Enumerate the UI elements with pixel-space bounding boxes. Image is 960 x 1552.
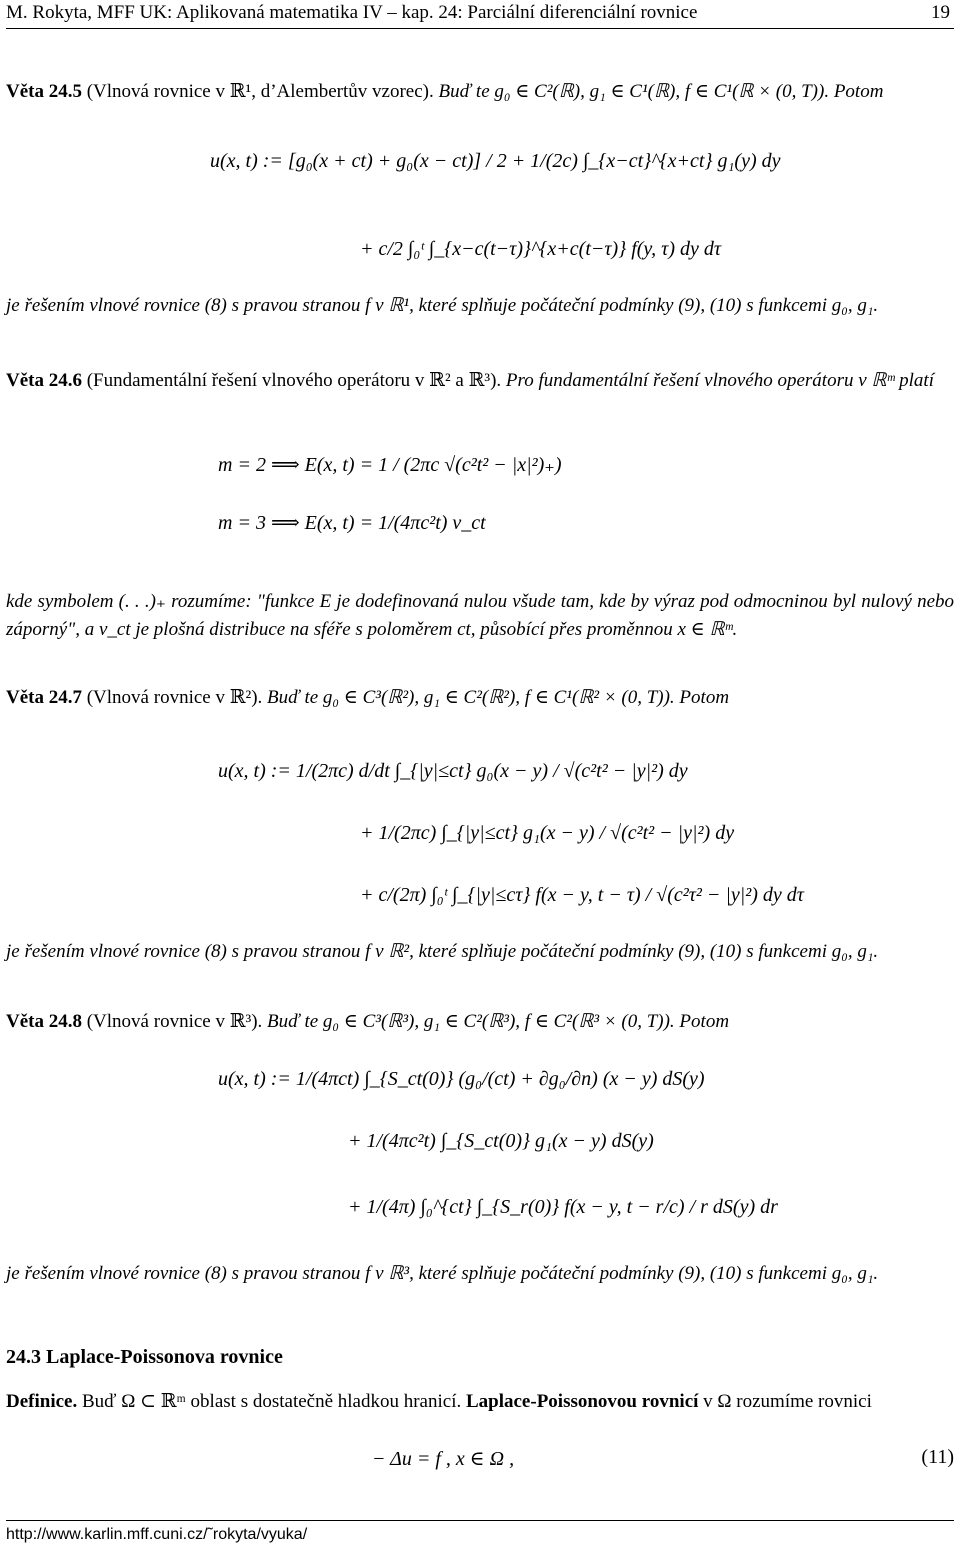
definition-statement xyxy=(6,1388,954,1416)
theorem-title: (Vlnová rovnice v ℝ¹, d’Alembertův vzorec). xyxy=(86,81,434,102)
theorem-title: (Vlnová rovnice v ℝ²). xyxy=(86,687,263,708)
laplace-poisson-equation: − Δu = f , x ∈ Ω , xyxy=(372,1448,515,1470)
theorem-hypothesis: Buď te g₀ ∈ C³(ℝ³), g₁ ∈ C²(ℝ³), f ∈ C²(ℝ³ × (0, T)). Potom xyxy=(267,1011,730,1032)
footer-rule xyxy=(6,1520,954,1521)
equation-number: (11) xyxy=(921,1446,954,1468)
theorem-24-8-formula-line1: u(x, t) := 1/(4πct) ∫_{S_ct(0)} (g₀/(ct) + ∂g₀/∂n) (x − y) dS(y) xyxy=(218,1068,705,1090)
theorem-24-5-formula-line2: + c/2 ∫₀ᵗ ∫_{x−c(t−τ)}^{x+c(t−τ)} f(y, τ) dy dτ xyxy=(360,238,722,260)
theorem-24-6-case-m2: m = 2 ⟹ E(x, t) = 1 / (2πc √(c²t² − |x|²)₊) xyxy=(218,454,562,476)
theorem-24-7-formula-line2: + 1/(2πc) ∫_{|y|≤ct} g₁(x − y) / √(c²t² − |y|²) dy xyxy=(360,822,735,844)
theorem-label: Věta 24.6 xyxy=(6,370,82,391)
theorem-24-6-remark: kde symbolem (. . .)₊ rozumíme: "funkce E je dodefinovaná nulou všude tam, kde by výraz pod odmocninou byl nulový nebo záporný", a ν_ct je plošná distribuce na sféře s poloměrem ct, působící přes proměnnou x ∈ ℝᵐ. xyxy=(6,591,954,640)
definition-text-b: v Ω rozumíme rovnici xyxy=(703,1391,872,1412)
theorem-24-7-formula-line3: + c/(2π) ∫₀ᵗ ∫_{|y|≤cτ} f(x − y, t − τ) / √(c²τ² − |y|²) dy dτ xyxy=(360,884,804,906)
theorem-24-8-statement xyxy=(6,1008,954,1036)
definition-label: Definice. xyxy=(6,1391,78,1412)
theorem-24-7-conclusion: je řešením vlnové rovnice (8) s pravou stranou f v ℝ², které splňuje počáteční podmínky (9), (10) s funkcemi g₀, g₁. xyxy=(6,941,879,962)
theorem-24-7-formula-line1: u(x, t) := 1/(2πc) d/dt ∫_{|y|≤ct} g₀(x − y) / √(c²t² − |y|²) dy xyxy=(218,760,688,782)
theorem-24-5-statement xyxy=(6,78,954,106)
theorem-hypothesis: Buď te g₀ ∈ C³(ℝ²), g₁ ∈ C²(ℝ²), f ∈ C¹(ℝ² × (0, T)). Potom xyxy=(267,687,730,708)
theorem-24-5-conclusion: je řešením vlnové rovnice (8) s pravou stranou f v ℝ¹, které splňuje počáteční podmínky (9), (10) s funkcemi g₀, g₁. xyxy=(6,295,879,316)
theorem-24-8-conclusion: je řešením vlnové rovnice (8) s pravou stranou f v ℝ³, které splňuje počáteční podmínky (9), (10) s funkcemi g₀, g₁. xyxy=(6,1263,879,1284)
theorem-title: (Fundamentální řešení vlnového operátoru v ℝ² a ℝ³). xyxy=(86,370,502,391)
definition-term: Laplace-Poissonovou rovnicí xyxy=(465,1391,699,1412)
theorem-label: Věta 24.5 xyxy=(6,81,82,102)
theorem-title: (Vlnová rovnice v ℝ³). xyxy=(86,1011,263,1032)
theorem-hypothesis: Buď te g₀ ∈ C²(ℝ), g₁ ∈ C¹(ℝ), f ∈ C¹(ℝ × (0, T)). Potom xyxy=(438,81,884,102)
footer-url-link[interactable]: http://www.karlin.mff.cuni.cz/˜rokyta/vyuka/ xyxy=(6,1526,308,1543)
theorem-24-5-formula-line1: u(x, t) := [g₀(x + ct) + g₀(x − ct)] / 2 + 1/(2c) ∫_{x−ct}^{x+ct} g₁(y) dy xyxy=(210,150,781,172)
definition-text-a: Buď Ω ⊂ ℝᵐ oblast s dostatečně hladkou hranicí. xyxy=(81,1391,462,1412)
theorem-label: Věta 24.8 xyxy=(6,1011,82,1032)
header-rule xyxy=(6,28,954,29)
theorem-24-7-statement xyxy=(6,684,954,712)
theorem-statement: Pro fundamentální řešení vlnového operátoru v ℝᵐ platí xyxy=(505,370,934,391)
theorem-label: Věta 24.7 xyxy=(6,687,82,708)
page-number: 19 xyxy=(931,2,950,23)
theorem-24-6-statement xyxy=(6,367,954,395)
theorem-24-8-formula-line2: + 1/(4πc²t) ∫_{S_ct(0)} g₁(x − y) dS(y) xyxy=(348,1130,654,1152)
section-heading: 24.3 Laplace-Poissonova rovnice xyxy=(6,1346,283,1368)
theorem-24-6-case-m3: m = 3 ⟹ E(x, t) = 1/(4πc²t) ν_ct xyxy=(218,512,486,534)
theorem-24-8-formula-line3: + 1/(4π) ∫₀^{ct} ∫_{S_r(0)} f(x − y, t − r/c) / r dS(y) dr xyxy=(348,1196,778,1218)
running-header: M. Rokyta, MFF UK: Aplikovaná matematika IV – kap. 24: Parciální diferenciální rovnice xyxy=(6,2,698,23)
